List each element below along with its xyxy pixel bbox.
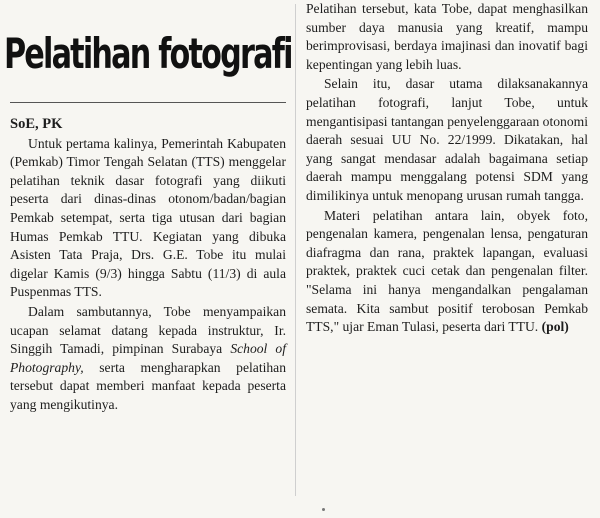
paragraph-materials bbox=[306, 207, 588, 337]
column-divider bbox=[295, 4, 296, 496]
byline: SoE, PK bbox=[10, 116, 63, 132]
article-headline: Pelatihan fotografi bbox=[4, 28, 292, 78]
headline-box bbox=[4, 6, 292, 103]
materials-text: Materi pelatihan antara lain, obyek foto, pengenalan kamera, pengenalan lensa, pengaturan diafragma dan rana, praktek lapangan, evaluasi praktek, praktek cuci cetak dan pengenalan filter. "Selama ini hanya mengandalkan pengalaman semata. Kita sambut positif terobosan Pemkab TTS," ujar Eman Tulasi, peserta dari TTU. bbox=[306, 207, 588, 335]
speech-text-after: serta mengharapkan pelatihan tersebut dapat memberi manfaat kepada peserta yang mengikutinya. bbox=[10, 359, 286, 412]
paragraph-continuation: Pelatihan tersebut, kata Tobe, dapat menghasilkan sumber daya manusia yang kreatif, mampu berimprovisasi, berdaya imajinasi dan inovatif bagi kepentingan yang lebih luas. bbox=[306, 1, 588, 72]
speech-text-before: Dalam sambutannya, Tobe menyampaikan ucapan selamat datang kepada instruktur, Ir. Singgih Tamadi, pimpinan Surabaya bbox=[10, 303, 286, 357]
right-column bbox=[306, 0, 588, 490]
paragraph-intro: Untuk pertama kalinya, Pemerintah Kabupaten (Pemkab) Timor Tengah Selatan (TTS) menggelar pelatihan teknik dasar fotografi yang diikuti peserta dari dinas-dinas otonom/badan/bagian Pemkab setempat, serta tiga utusan dari bagian Humas Pemkab TTU. Kegiatan yang dibuka Asisten Tata Praja, Drs. G.E. Tobe itu mulai digelar Kamis (9/3) hingga Sabtu (11/3) di aula Puspenmas TTS. bbox=[10, 135, 286, 300]
left-column bbox=[4, 6, 292, 510]
paragraph-basis: Selain itu, dasar utama dilaksanakannya pelatihan fotografi, lanjut Tobe, untuk mengantisipasi tantangan penyelenggaraan otonomi daerah sesuai UU No. 22/1999. Dikatakan, hal yang sangat mendasar adalah bagaimana setiap daerah mampu menggalang potensi SDM yang dimilikinya untuk menopang urusan rumah tangga. bbox=[306, 76, 588, 203]
scan-speck bbox=[322, 508, 325, 511]
school-name: School of Photography, bbox=[10, 341, 286, 375]
author-signoff: (pol) bbox=[541, 319, 569, 335]
paragraph-speech bbox=[10, 303, 286, 415]
